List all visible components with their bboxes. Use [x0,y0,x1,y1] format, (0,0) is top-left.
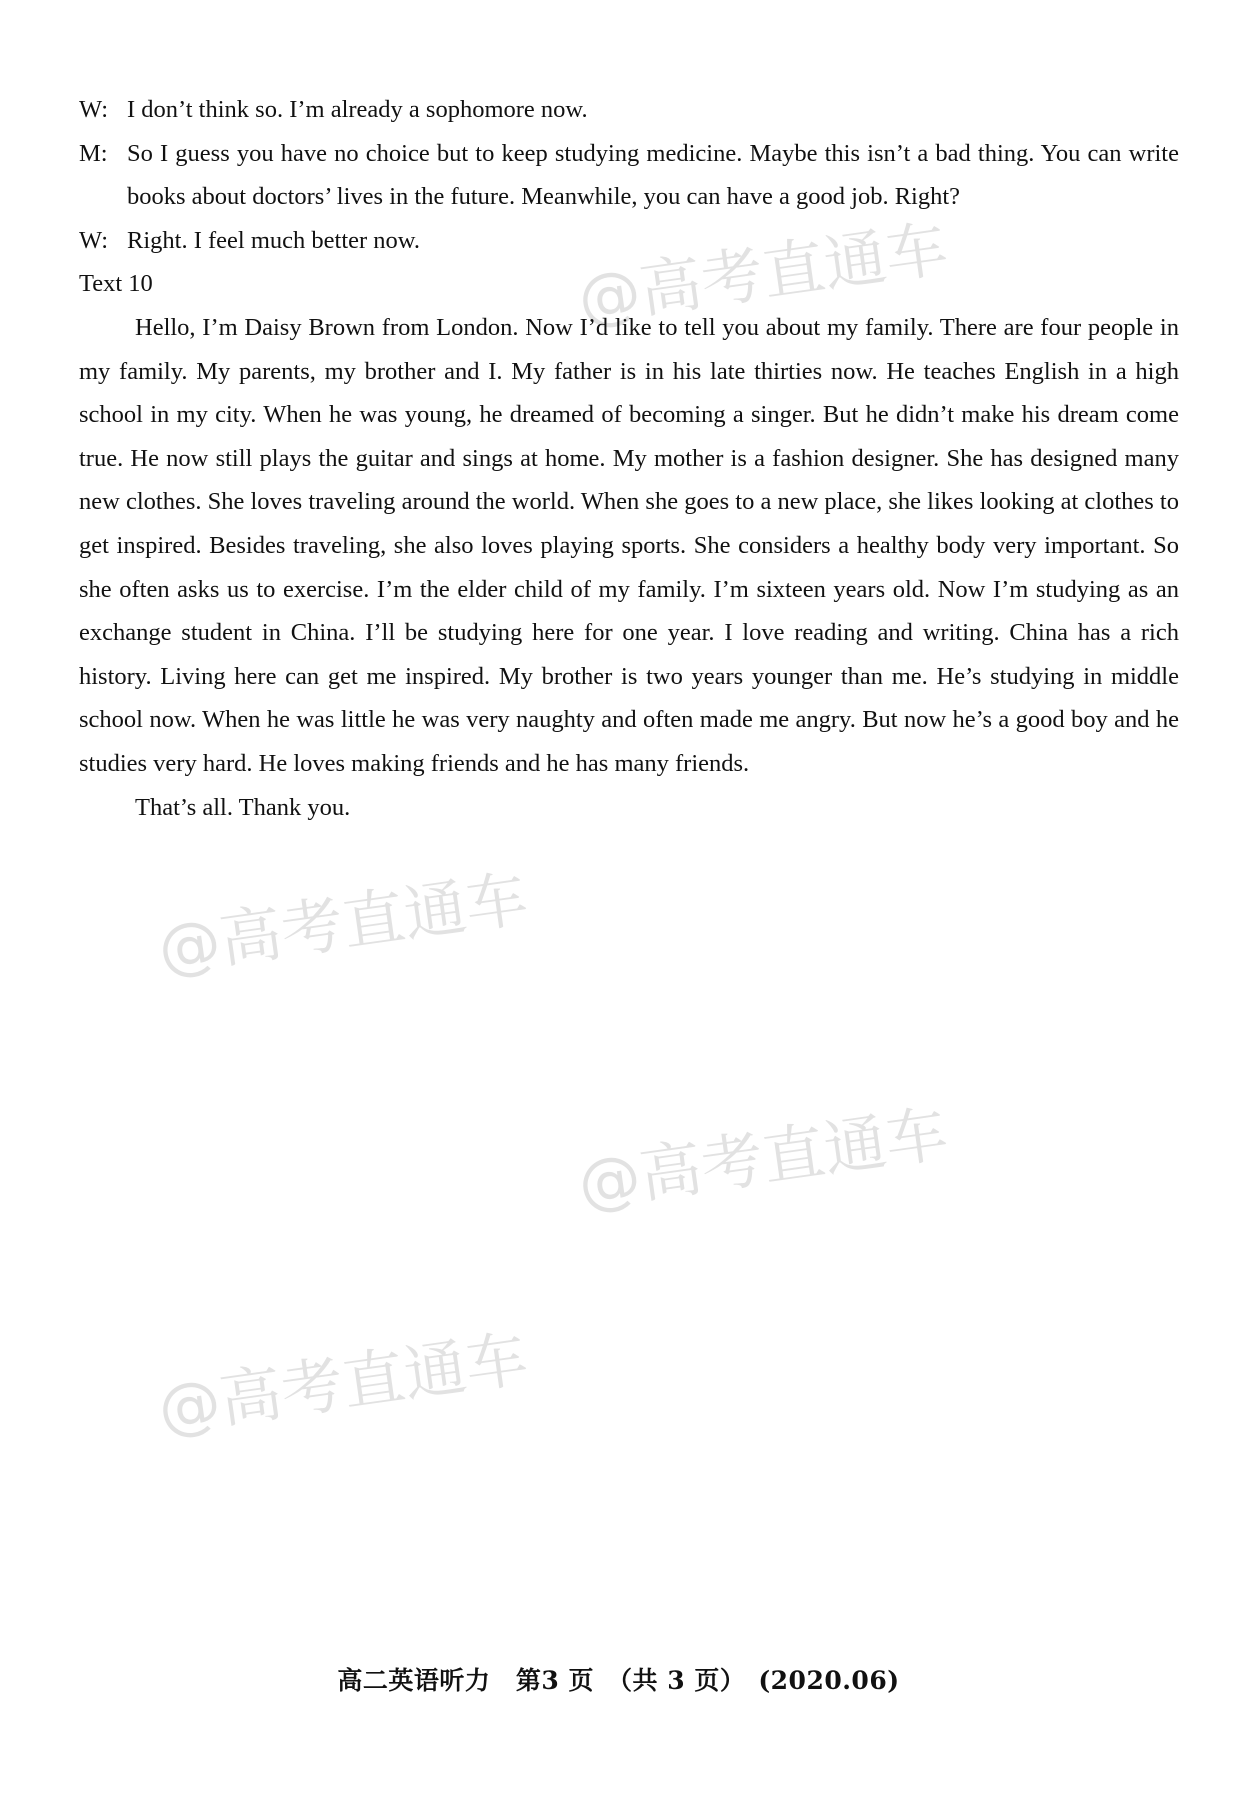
watermark: @高考直通车 [153,1321,533,1446]
dialogue-line [79,88,1179,132]
speaker-label: W: [79,226,109,254]
section-heading: Text 10 [79,270,153,298]
dialogue-line [79,132,1179,219]
watermark: @高考直通车 [573,1096,953,1221]
transcript-body [79,88,1179,829]
dialogue-text: Right. I feel much better now. [127,226,421,254]
dialogue-text: I don’t think so. I’m already a sophomore now. [127,96,588,123]
monologue-paragraph: Hello, I’m Daisy Brown from London. Now I’d like to tell you about my family. There are four people in my family. My parents, my brother and I. My father is in his late thirties now. He teaches English in a high school in my city. When he was young, he dreamed of becoming a singer. But he didn’t make his dream come true. He now still plays the guitar and sings at home. My mother is a fashion designer. She has designed many new clothes. She loves traveling around the world. When she goes to a new place, she likes looking at clothes to get inspired. Besides traveling, she also loves playing sports. She considers a healthy body very important. So she often asks us to exercise. I’m the elder child of my family. I’m sixteen years old. Now I’m studying as an exchange student in China. I’ll be studying here for one year. I love reading and writing. China has a rich history. Living here can get me inspired. My brother is two years younger than me. He’s studying in middle school now. When he was little he was very naughty and often made me angry. But now he’s a good boy and he studies very hard. He loves making friends and he has many friends. [79,313,1179,777]
dialogue-text: So I guess you have no choice but to keep studying medicine. Maybe this isn’t a bad thing. You can write books about doctors’ lives in the future. Meanwhile, you can have a good job. Right? [127,139,1179,211]
watermark: @高考直通车 [153,861,533,986]
speaker-label: M: [79,139,108,167]
page-footer: 高二英语听力 第3 页 （共 3 页） (2020.06) [337,1666,900,1695]
speaker-label: W: [79,96,109,123]
dialogue-line [79,219,1179,263]
closing-line: That’s all. Thank you. [135,793,351,821]
watermark: @高考直通车 [573,211,953,336]
